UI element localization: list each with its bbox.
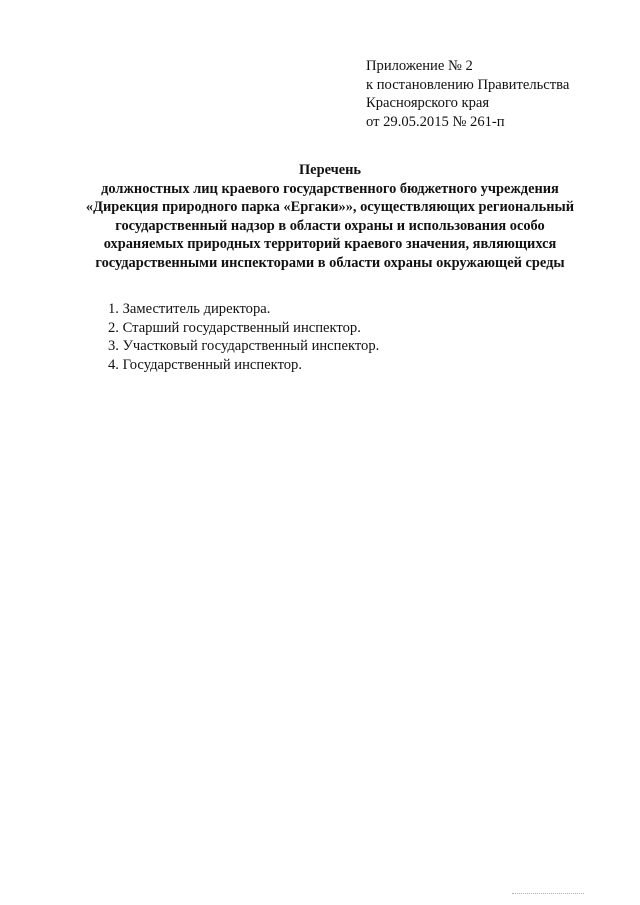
title-line-2: «Дирекция природного парка «Ергаки»», осуществляющих региональный (85, 199, 575, 216)
appendix-block (366, 57, 569, 131)
list-item: 4. Государственный инспектор. (108, 356, 303, 373)
scan-artifact (512, 893, 584, 897)
document-title (60, 161, 600, 273)
title-line-3: государственный надзор в области охраны и использования особо (115, 217, 545, 234)
appendix-resolution-ref: к постановлению Правительства (366, 76, 570, 93)
positions-list (108, 300, 379, 374)
title-line-5: государственными инспекторами в области охраны окружающей среды (95, 254, 565, 271)
list-item: 1. Заместитель директора. (108, 301, 271, 317)
title-line-1: должностных лиц краевого государственного бюджетного учреждения (101, 180, 559, 197)
appendix-region: Красноярского края (366, 95, 490, 111)
appendix-date-number: от 29.05.2015 № 261-п (366, 113, 505, 130)
appendix-number: Приложение № 2 (366, 58, 473, 74)
list-item: 3. Участковый государственный инспектор. (108, 338, 380, 354)
list-item: 2. Старший государственный инспектор. (108, 319, 361, 336)
title-line-4: охраняемых природных территорий краевого значения, являющихся (103, 236, 557, 253)
title-heading: Перечень (298, 162, 362, 178)
